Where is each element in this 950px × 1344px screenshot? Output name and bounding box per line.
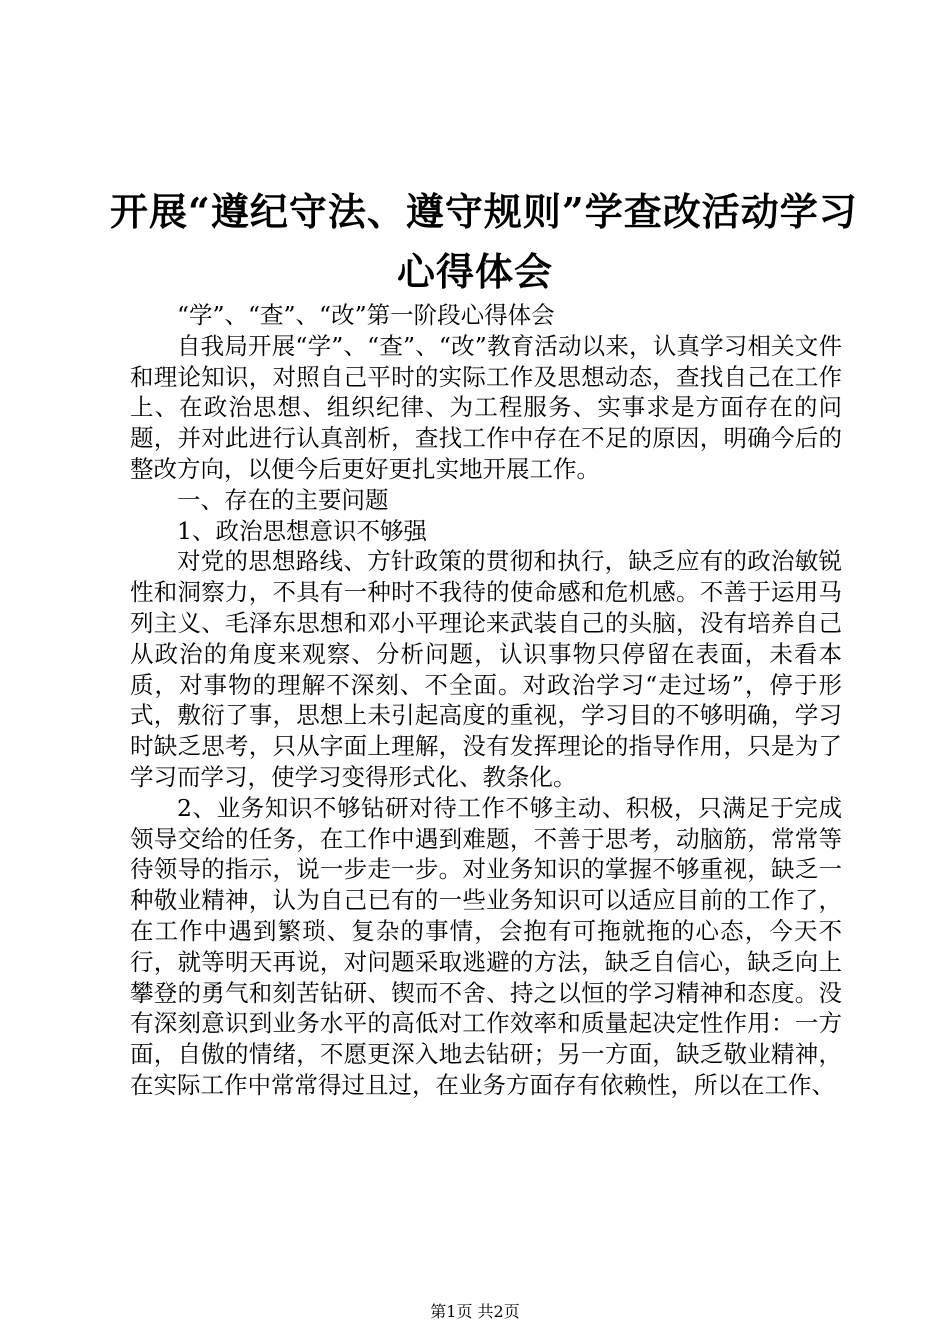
paragraph-political-awareness: 对党的思想路线、方针政策的贯彻和执行，缺乏应有的政治敏锐性和洞察力，不具有一种时不我待的使命感和危机感。不善于运用马列主义、毛泽东思想和邓小平理论来武装自己的头脑，没有培养自己从政治的角度来观察、分析问题，认识事物只停留在表面，未看本质，对事物的理解不深刻、不全面。对政治学习“走过场”，停于形式，敷衍了事，思想上未引起高度的重视，学习目的不够明确，学习时缺乏思考，只从字面上理解，没有发挥理论的指导作用，只是为了学习而学习，使学习变得形式化、教条化。 (130, 547, 842, 791)
page-number-footer: 第1页 共2页 (430, 1302, 520, 1321)
section-heading-main-problems: 一、存在的主要问题 (177, 485, 389, 514)
paragraph-intro: 自我局开展“学”、“查”、“改”教育活动以来，认真学习相关文件和理论知识，对照自己平时的实际工作及思想动态，查找自己在工作上、在政治思想、组织纪律、为工程服务、实事求是方面存在的问题，并对此进行认真剖析，查找工作中存在不足的原因，明确今后的整改方向，以便今后更好更扎实地开展工作。 (130, 331, 842, 483)
paragraph-subtitle: “学”、“查”、“改”第一阶段心得体会 (177, 301, 555, 329)
subheading-political-awareness: 1、政治思想意识不够强 (177, 516, 427, 545)
document-title-line-1: 开展“遵纪守法、遵守规则”学查改活动学习 (110, 189, 858, 234)
document-title-line-2: 心得体会 (396, 249, 553, 294)
paragraph-business-knowledge: 2、业务知识不够钻研对待工作不够主动、积极，只满足于完成领导交给的任务，在工作中遇到难题，不善于思考，动脑筋，常常等待领导的指示，说一步走一步。对业务知识的掌握不够重视，缺乏一种敬业精神，认为自己已有的一些业务知识可以适应目前的工作了，在工作中遇到繁琐、复杂的事情，会抱有可拖就拖的心态，今天不行，就等明天再说，对问题采取逃避的方法，缺乏自信心，缺乏向上攀登的勇气和刻苦钻研、锲而不舍、持之以恒的学习精神和态度。没有深刻意识到业务水平的高低对工作效率和质量起决定性作用：一方面，自傲的情绪，不愿更深入地去钻研；另一方面，缺乏敬业精神，在实际工作中常常得过且过，在业务方面存有依赖性，所以在工作、 (130, 793, 842, 1099)
document-body (130, 300, 842, 1101)
